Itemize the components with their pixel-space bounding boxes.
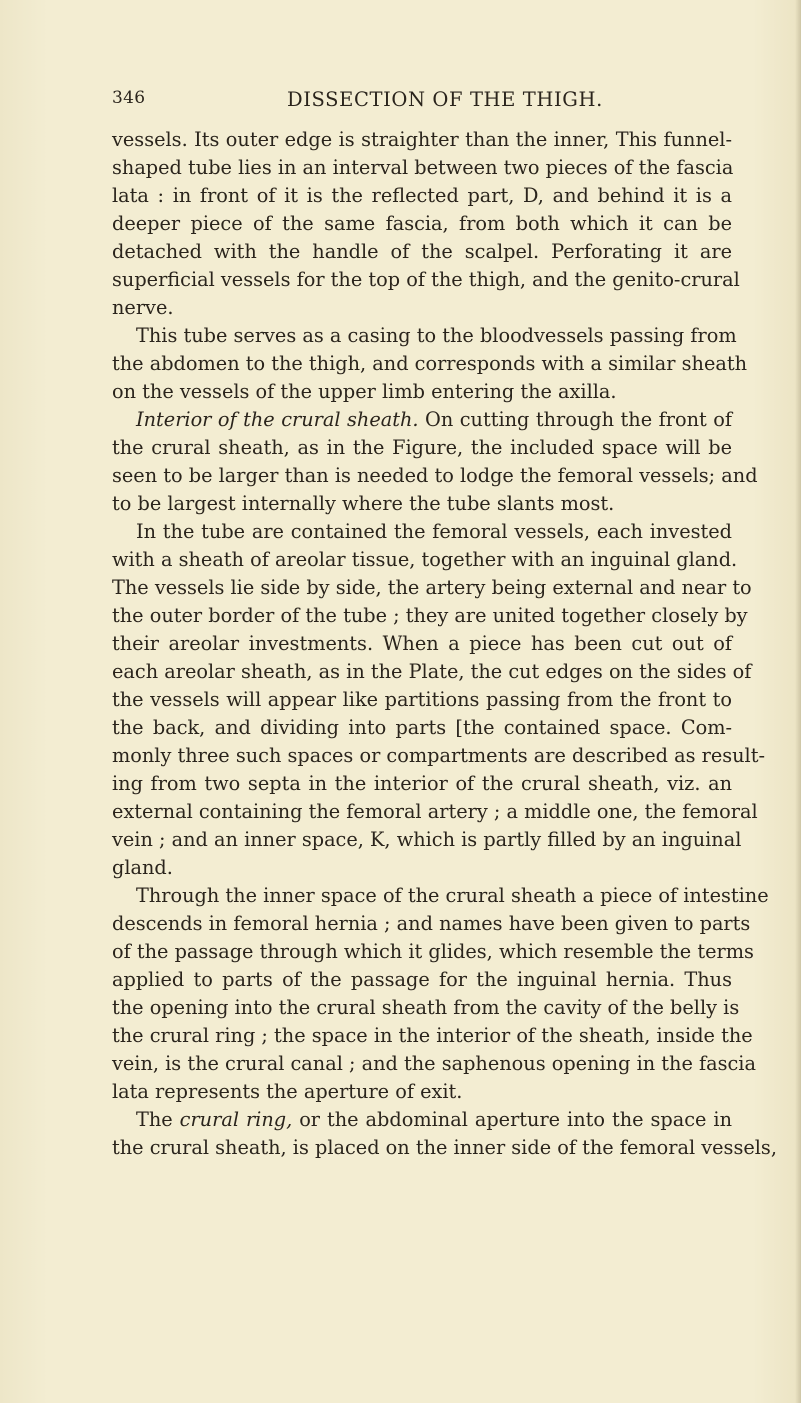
text-line: on the vessels of the upper limb entering the axilla. [112,380,617,403]
text-line: of the passage through which it glides, which resemble the terms [112,940,754,963]
text-line: shaped tube lies in an interval between two pieces of the fascia [112,156,734,179]
text-line: the opening into the crural sheath from the cavity of the belly is [112,996,740,1019]
text-line [136,406,732,434]
text-line: In the tube are contained the femoral vessels, each invested [136,520,732,543]
text-line: the crural sheath, is placed on the inner side of the femoral vessels, [112,1136,777,1159]
text-line: to be largest internally where the tube slants most. [112,492,615,515]
text-line: detached with the handle of the scalpel. Perforating it are [112,240,732,263]
text-line: lata : in front of it is the reflected part, D, and behind it is a [112,184,732,207]
text-line: superficial vessels for the top of the thigh, and the genito-crural [112,268,740,291]
text-line: the crural sheath, as in the Figure, the included space will be [112,436,732,459]
text-line: vein ; and an inner space, K, which is partly filled by an inguinal [112,828,742,851]
section-heading-italic: Interior of the crural sheath. [136,408,419,431]
text-line: gland. [112,856,173,879]
page-number: 346 [112,88,146,108]
text-line: applied to parts of the passage for the inguinal hernia. Thus [112,968,732,991]
text-line-lead: The [136,1108,180,1131]
chapter-title: DISSECTION OF THE THIGH. [287,88,603,111]
text-line: with a sheath of areolar tissue, together with an inguinal gland. [112,548,738,571]
text-line: external containing the femoral artery ; a middle one, the femoral [112,800,758,823]
text-line: the vessels will appear like partitions passing from the front to [112,688,732,711]
text-line: the outer border of the tube ; they are united together closely by [112,604,748,627]
text-line: ing from two septa in the interior of the crural sheath, viz. an [112,772,732,795]
text-line: lata represents the aperture of exit. [112,1080,463,1103]
running-head [112,88,730,118]
text-line: the back, and dividing into parts [the contained space. Com- [112,716,732,739]
text-line: Through the inner space of the crural sheath a piece of intestine [136,884,769,907]
text-line: nerve. [112,296,174,319]
term-italic: crural ring, [179,1108,293,1131]
text-line-rest: On cutting through the front of [418,408,732,431]
text-line: The vessels lie side by side, the artery being external and near to [112,576,752,599]
text-line: vessels. Its outer edge is straighter than the inner, This funnel- [112,128,732,151]
text-line: monly three such spaces or compartments are described as result- [112,744,765,767]
text-line: each areolar sheath, as in the Plate, the cut edges on the sides of [112,660,752,683]
text-line: descends in femoral hernia ; and names have been given to parts [112,912,751,935]
text-line: the abdomen to the thigh, and corresponds with a similar sheath [112,352,748,375]
text-line [136,1106,732,1134]
text-line: This tube serves as a casing to the bloodvessels passing from [136,324,737,347]
text-line: vein, is the crural canal ; and the saphenous opening in the fascia [112,1052,756,1075]
text-line: seen to be larger than is needed to lodge the femoral vessels; and [112,464,758,487]
text-line: deeper piece of the same fascia, from both which it can be [112,212,732,235]
page-edge-shadow [795,0,801,1403]
text-line: the crural ring ; the space in the interior of the sheath, inside the [112,1024,753,1047]
text-line-rest: or the abdominal aperture into the space in [292,1108,733,1131]
text-line: their areolar investments. When a piece has been cut out of [112,632,732,655]
